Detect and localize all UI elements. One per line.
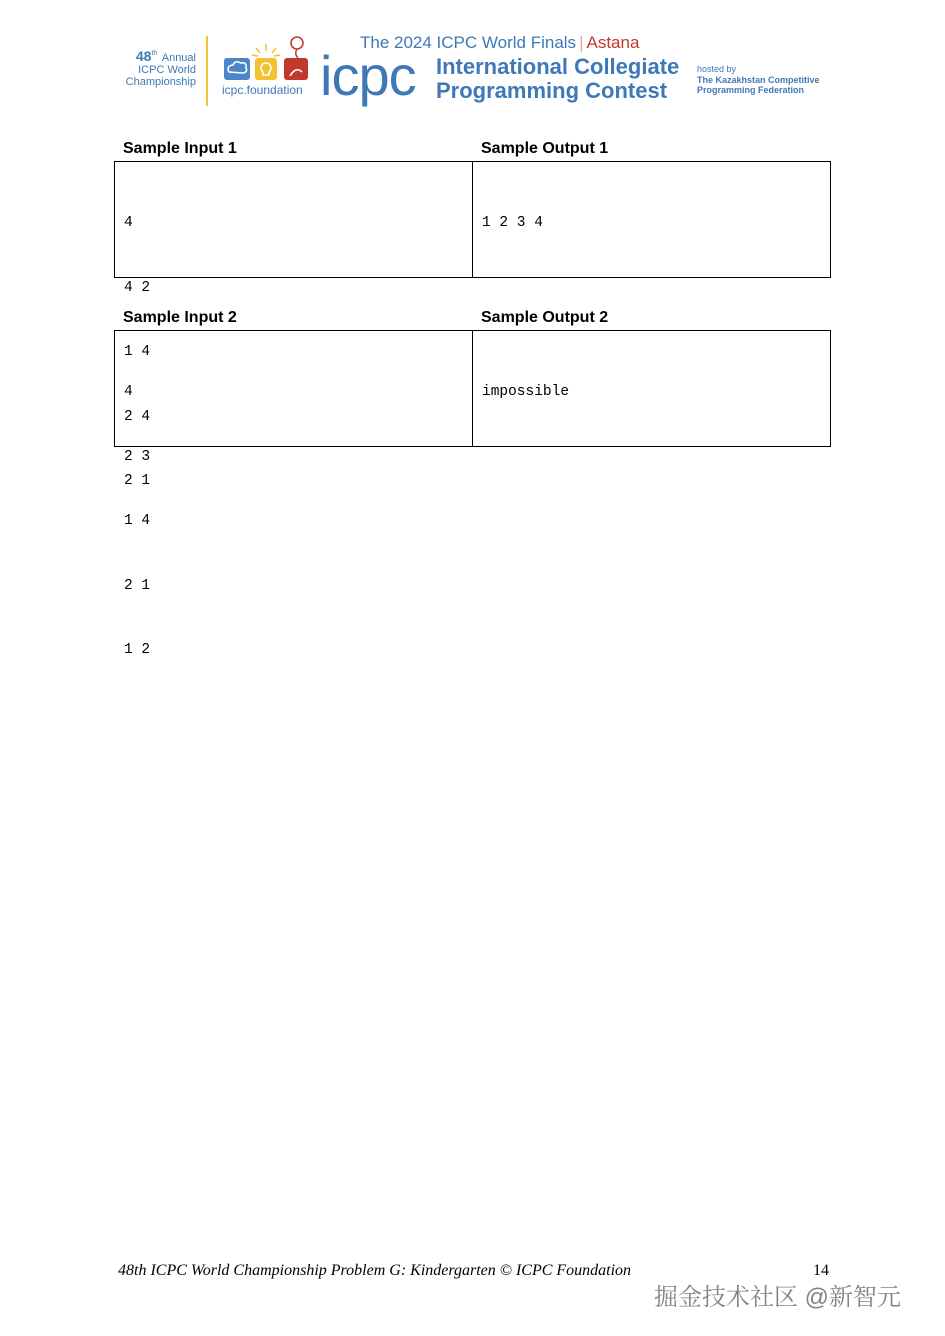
input-line: 1 4 bbox=[124, 513, 151, 529]
input-line: 4 bbox=[124, 215, 133, 231]
input-line: 4 2 bbox=[124, 279, 151, 296]
header-divider bbox=[206, 36, 208, 106]
contest-name-line2: Programming Contest bbox=[436, 78, 668, 103]
input-line: 4 bbox=[124, 384, 133, 400]
input-line: 1 2 bbox=[124, 642, 151, 658]
sample-2-table bbox=[114, 330, 831, 658]
input-line: 1 4 bbox=[124, 344, 151, 360]
sample-input-2-block bbox=[124, 339, 159, 705]
host-line1: The Kazakhstan Competitive bbox=[697, 75, 820, 85]
host-organization bbox=[697, 75, 820, 95]
edition-number: 48 bbox=[135, 48, 152, 64]
contest-name-line1: International Collegiate bbox=[436, 54, 680, 79]
sample-output-1-block bbox=[482, 170, 543, 278]
icpc-world-label: ICPC World bbox=[138, 64, 196, 76]
watermark-text: 掘金技术社区 @新智元 bbox=[654, 1284, 902, 1311]
input-line: 2 1 bbox=[124, 577, 151, 594]
annual-label: Annual bbox=[161, 52, 196, 64]
world-finals-title bbox=[360, 33, 639, 53]
input-line: 2 1 bbox=[124, 473, 151, 489]
sample-output-2-title: Sample Output 2 bbox=[481, 309, 609, 326]
output-line: impossible bbox=[482, 384, 570, 400]
championship-label bbox=[116, 50, 196, 88]
sample-input-2-title: Sample Input 2 bbox=[123, 309, 237, 326]
icpc-logo-word: icpc bbox=[320, 44, 416, 107]
city-label: Astana bbox=[586, 33, 640, 52]
edition-suffix: th bbox=[151, 50, 158, 57]
host-line2: Programming Federation bbox=[697, 85, 805, 95]
contest-name bbox=[436, 55, 679, 103]
championship-word: Championship bbox=[125, 76, 196, 88]
world-finals-label: The 2024 ICPC World Finals bbox=[360, 33, 577, 52]
foundation-label: icpc.foundation bbox=[222, 83, 303, 97]
column-divider bbox=[472, 331, 473, 446]
title-separator: | bbox=[579, 33, 584, 52]
column-divider bbox=[472, 162, 473, 277]
sample-output-1-title: Sample Output 1 bbox=[481, 140, 609, 157]
page-number: 14 bbox=[813, 1262, 829, 1279]
sample-output-2-block bbox=[482, 339, 569, 447]
input-line: 2 4 bbox=[124, 408, 151, 425]
footer-text: 48th ICPC World Championship Problem G: Kindergarten © ICPC Foundation bbox=[118, 1262, 632, 1279]
sample-input-1-title: Sample Input 1 bbox=[123, 140, 237, 157]
output-line: 1 2 3 4 bbox=[482, 215, 543, 231]
hosted-by-label: hosted by bbox=[697, 64, 737, 74]
icpc-foundation-logo-icon bbox=[222, 36, 312, 88]
input-line: 2 3 bbox=[124, 448, 151, 465]
